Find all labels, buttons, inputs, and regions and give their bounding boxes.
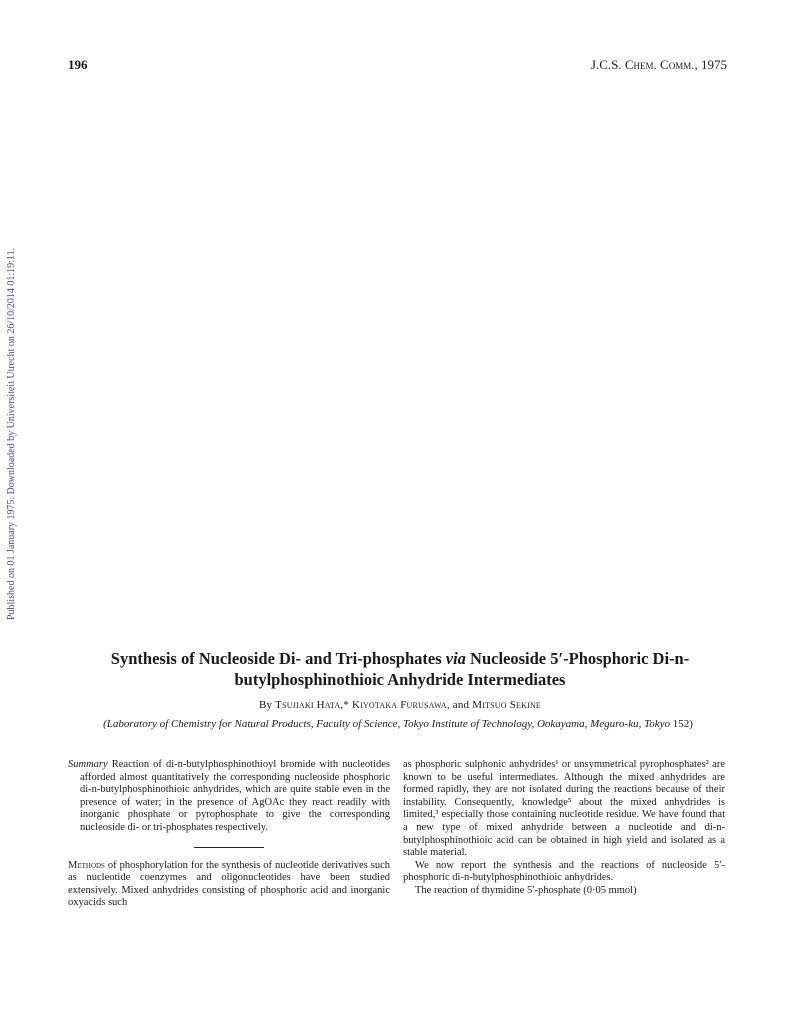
title-part-2: Nucleoside 5′-Phosphoric Di-n-butylphosphinothioic Anhydride Intermediates: [234, 649, 690, 689]
methods-lead: Methods: [68, 859, 105, 871]
summary-paragraph: [68, 759, 390, 835]
summary-text: Reaction of di-n-butylphosphinothioyl bromide with nucleotides afforded almost quantitatively the corresponding nucleoside phosphoric di-n-butylphosphinothioic anhydrides, which are quite stable even in the presence of water; in the presence of AgOAc they react readily with inorganic phosphate or pyrophosphate to give the corresponding nucleoside di- or tri-phosphates respectively.: [80, 759, 390, 833]
download-watermark: Published on 01 January 1975. Downloaded by Universiteit Utrecht on 26/10/2014 01:19:11.: [6, 247, 17, 620]
author-2: Kiyotaka Furusawa,: [351, 699, 450, 711]
author-3: Mitsuo Sekine: [472, 699, 542, 711]
author-by: By: [258, 699, 276, 711]
corresponding-star: *: [343, 699, 349, 711]
author-line: [60, 699, 740, 711]
methods-text: of phosphorylation for the synthesis of nucleotide derivatives such as nucleotide coenzymes and oligonucleotides have been studied extensively. Mixed anhydrides consisting of phosphoric acid and inorganic oxyacids such: [68, 859, 390, 909]
body-paragraph-1: as phosphoric sulphonic anhydrides¹ or unsymmetrical pyrophosphates² are known to be useful intermediates. Although the mixed anhydrides are formed rapidly, they are not isolated during the reactions because of their instability. Consequently, knowledge⁵ about the mixed anhydrides is limited,³ especially those containing nucleotide residue. We have found that a new type of mixed anhydride between a nucleotide and di-n-butylphosphinothioic acid can be obtained in high yield and isolated as a stable material.: [403, 759, 725, 859]
left-column: [68, 759, 390, 910]
summary-divider: [194, 847, 264, 848]
body-paragraph-3: The reaction of thymidine 5′-phosphate (0·05 mmol): [415, 884, 637, 896]
title-part-1: Synthesis of Nucleoside Di- and Tri-phosphates: [110, 649, 446, 668]
summary-lead: Summary: [68, 759, 108, 770]
journal-name: J.C.S.: [590, 57, 625, 72]
journal-header: [591, 57, 727, 73]
affiliation-text: (Laboratory of Chemistry for Natural Products, Faculty of Science, Tokyo Institute of Technology, Ookayama, Meguro-ku, Tokyo: [103, 718, 673, 730]
page-number: 196: [68, 57, 88, 72]
affiliation-postcode: 152): [672, 718, 693, 730]
body-paragraph-2: We now report the synthesis and the reactions of nucleoside 5′-phosphoric di-n-butylphosphinothioic anhydrides.: [403, 859, 725, 884]
author-and: and: [449, 699, 473, 711]
right-column: [403, 759, 725, 898]
methods-paragraph: [68, 860, 390, 910]
journal-name-smallcaps: Chem. Comm.: [624, 57, 695, 72]
article-title: [60, 648, 740, 690]
journal-year: , 1975: [694, 57, 727, 72]
affiliation: [66, 717, 730, 731]
title-via: via: [445, 649, 466, 668]
author-1: Tsujiaki Hata,: [275, 699, 344, 711]
